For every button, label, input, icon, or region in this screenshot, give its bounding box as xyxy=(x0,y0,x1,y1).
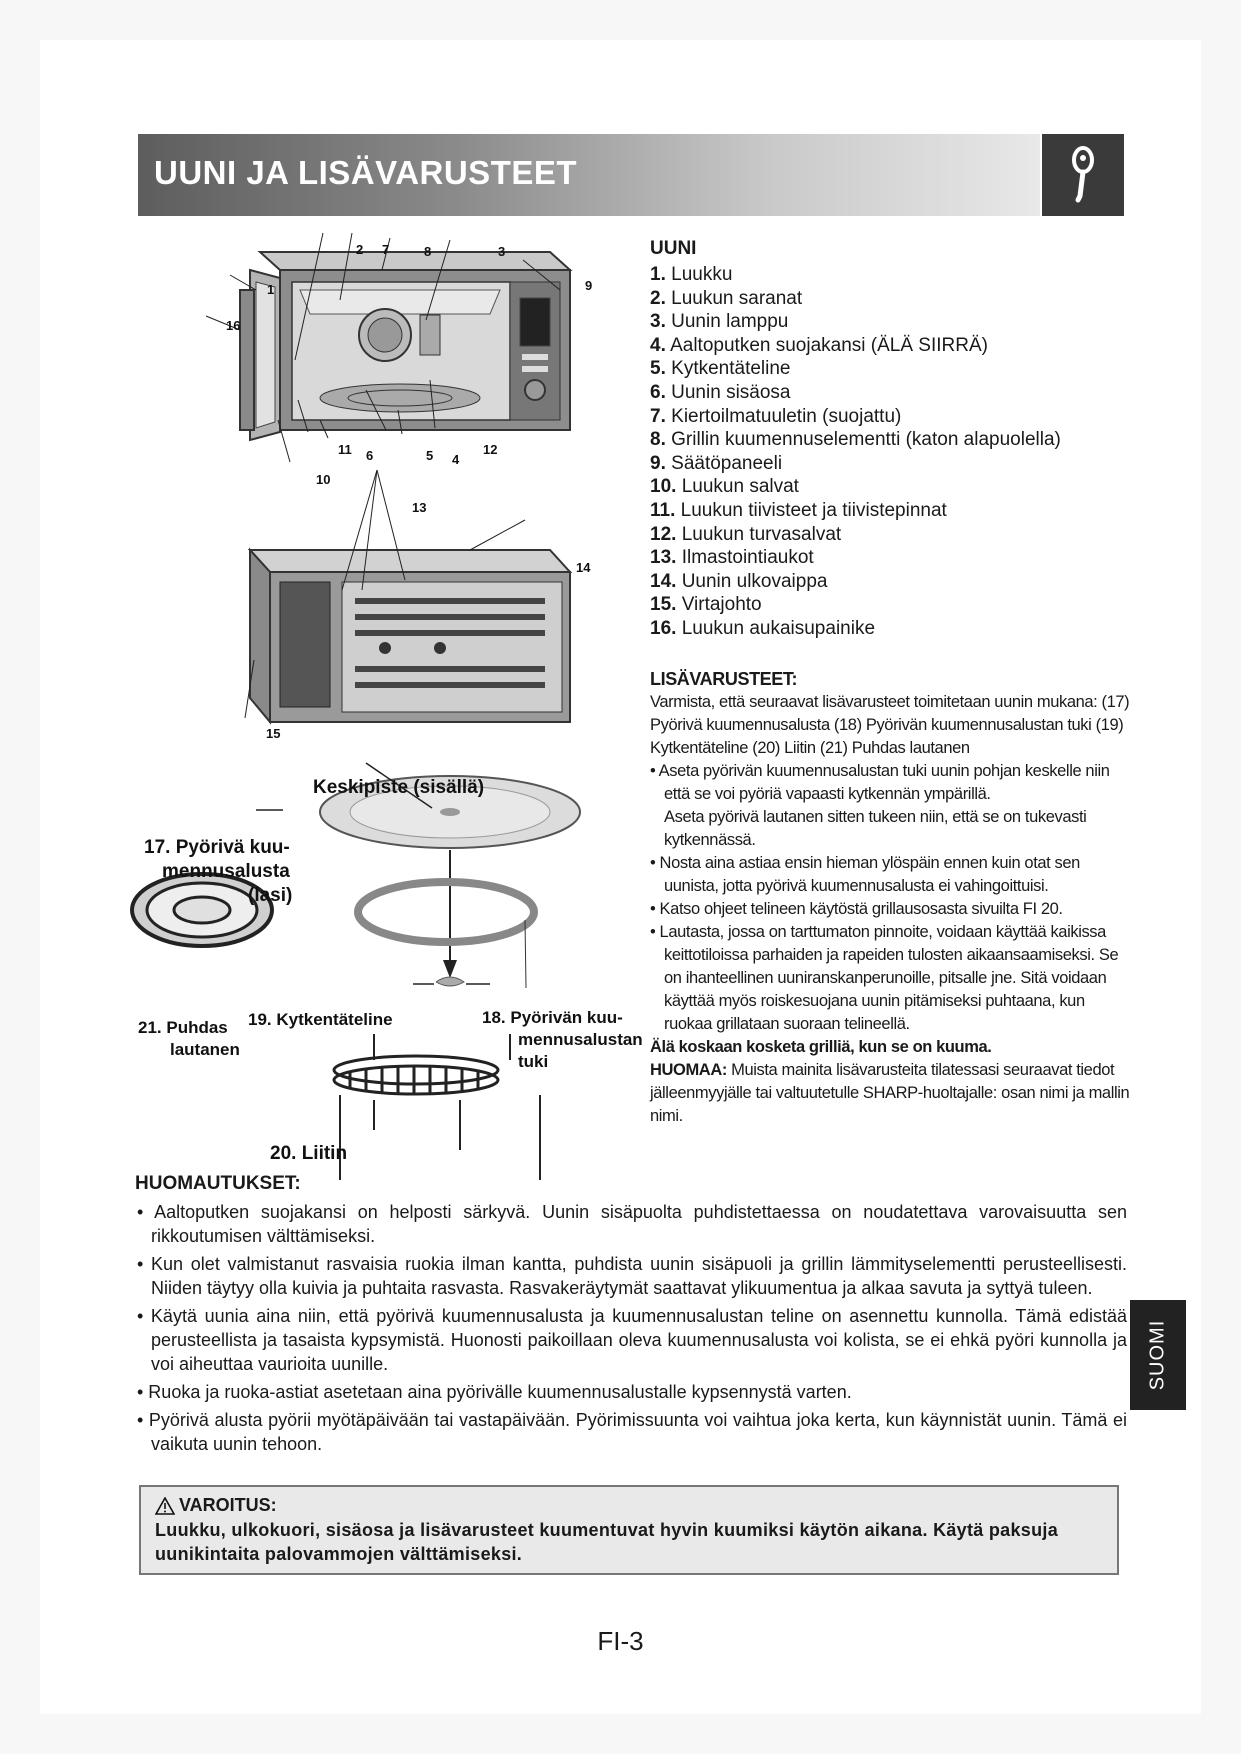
callout-label: 15 xyxy=(266,726,281,741)
callout-label: 8 xyxy=(424,244,432,259)
callout-label: 4 xyxy=(452,452,460,467)
notes-section xyxy=(135,1172,1127,1460)
list-item: 16. Luukun aukaisupainike xyxy=(650,617,876,639)
list-item: 14. Uunin ulkovaippa xyxy=(650,570,828,592)
list-item: 8. Grillin kuumennuselementti (katon alapuolella) xyxy=(650,429,1061,451)
warning-box xyxy=(139,1485,1119,1575)
note-item: • Ruoka ja ruoka-astiat asetetaan aina pyörivälle kuumennusalustalle kypsennystä varten. xyxy=(137,1382,852,1402)
oven-parts-section xyxy=(650,238,1130,641)
note-item: • Pyörivä alusta pyörii myötäpäivään tai vastapäivään. Pyörimissuunta voi vaihtua joka kerta, kun käynnistät uunin. Tämä ei vaikuta uunin tehoon. xyxy=(137,1410,1127,1454)
list-item: 11. Luukun tiivisteet ja tiivistepinnat xyxy=(650,499,947,521)
notes-title: HUOMAUTUKSET: xyxy=(135,1173,301,1194)
callout-label: 16 xyxy=(226,318,241,333)
note-item: • Aaltoputken suojakansi on helposti särkyvä. Uunin sisäpuolta puhdistettaessa on noudatettava varovaisuutta sen rikkoutumisen välttämiseksi. xyxy=(137,1202,1127,1246)
item-18-label: 18. Pyörivän kuu- xyxy=(482,1008,623,1027)
callout-label: 13 xyxy=(412,500,427,515)
oven-front-illustration xyxy=(240,252,570,440)
list-item: 6. Uunin sisäosa xyxy=(650,381,791,403)
callout-label: 11 xyxy=(338,442,352,457)
callout-label: 3 xyxy=(498,244,506,259)
list-item: 15. Virtajohto xyxy=(650,594,762,616)
list-item: 3. Uunin lamppu xyxy=(650,311,789,333)
callout-label: 1 xyxy=(267,282,275,297)
accessories-bullet: • Nosta aina astiaa ensin hieman ylöspäin ennen kuin otat sen uunista, jotta pyörivä kuumennusalusta ei vahingoittuisi. xyxy=(650,854,1080,895)
page-title: UUNI JA LISÄVARUSTEET xyxy=(154,154,578,191)
callout-label: 7 xyxy=(382,242,390,257)
accessories-bullet: • Aseta pyörivän kuumennusalustan tuki uunin pohjan keskelle niin että se voi pyöriä vapaasti kytkennän ympärillä. xyxy=(650,762,1110,803)
oven-back-illustration xyxy=(250,550,570,722)
item-18-label: mennusalustan xyxy=(518,1030,643,1049)
callout-label: 14 xyxy=(576,560,591,575)
warning-title: VAROITUS: xyxy=(179,1495,277,1515)
item-18-label: tuki xyxy=(518,1052,549,1071)
accessories-bullet: • Katso ohjeet telineen käytöstä grillausosasta sivuilta FI 20. xyxy=(650,900,1063,918)
item-20-label: 20. Liitin xyxy=(270,1143,348,1164)
item-19-label: 19. Kytkentäteline xyxy=(248,1010,393,1029)
list-item: 4. Aaltoputken suojakansi (ÄLÄ SIIRRÄ) xyxy=(650,334,988,356)
accessories-section xyxy=(650,668,1130,1128)
oven-diagram xyxy=(130,230,643,1190)
section-header xyxy=(138,134,1040,216)
note-item: • Kun olet valmistanut rasvaisia ruokia ilman kanttа, puhdista uunin sisäpuoli ja grillin lämmityselementti perusteellisesti. Niiden täytyy olla kuivia ja puhtaita rasvasta. Rasvakeräytymät saattavat ylikuumentua ja alkaa savuta ja syttyä tuleen. xyxy=(137,1254,1127,1298)
list-item: 10. Luukun salvat xyxy=(650,476,799,498)
oven-parts-list xyxy=(650,263,1130,641)
note-item: • Käytä uunia aina niin, että pyörivä kuumennusalusta ja kuumennusalustan teline on asennettu kunnolla. Tämä edistää perusteellista ja tasaista kypsymistä. Huonosti paikoillaan oleva kuumennusalusta voi kolista, se ei ehkä pyöri kunnolla ja voi aiheuttaa vaurioita uunille. xyxy=(137,1306,1127,1374)
language-tab-label: SUOMI xyxy=(1146,1319,1169,1391)
warning-heading xyxy=(155,1495,1103,1516)
accessories-note: HUOMAA: Muista mainita lisävarusteita tilatessasi seuraavat tiedot jälleenmyyjälle tai valtuutetulle SHARP-huoltajalle: osan nimi ja mallin nimi. xyxy=(650,1061,1130,1125)
list-item: 7. Kiertoilmatuuletin (suojattu) xyxy=(650,405,902,427)
grill-warning: Älä koskaan kosketa grilliä, kun se on kuuma. xyxy=(650,1038,992,1056)
list-item: 13. Ilmastointiaukot xyxy=(650,547,814,569)
item-17-label: mennusalusta xyxy=(162,861,290,882)
list-item: 9. Säätöpaneeli xyxy=(650,452,783,474)
page-number: FI-3 xyxy=(597,1626,644,1656)
accessories-bullet: • Lautasta, jossa on tarttumaton pinnoite, voidaan käyttää kaikissa keittotiloissa parhaiden ja rapeiden tulosten aikaansaamiseksi. Se on ihanteellinen uuniranskanperunoille, pitsalle jne. Sitä voidaan käyttää myös roiskesuojana uunin pitämiseksi puhtaana, kun ruokaa grillataan suoraan telineellä. xyxy=(650,923,1119,1033)
center-label: Keskipiste (sisällä) xyxy=(313,777,485,798)
item-17-label: (lasi) xyxy=(248,885,293,906)
callout-label: 10 xyxy=(316,472,331,487)
callout-label: 6 xyxy=(366,448,374,463)
item-17-label: 17. Pyörivä kuu- xyxy=(144,837,290,858)
accessories-title: LISÄVARUSTEET: xyxy=(650,669,798,689)
item-21-label: lautanen xyxy=(170,1040,240,1059)
list-item: 2. Luukun saranat xyxy=(650,287,803,309)
warning-text: Luukku, ulkokuori, sisäosa ja lisävarusteet kuumentuvat hyvin kuumiksi käytön aikana. Käytä paksuja uunikintaita palovammojen välttämiseksi. xyxy=(155,1520,1059,1564)
list-item: 5. Kytkentäteline xyxy=(650,358,791,380)
callout-label: 9 xyxy=(585,278,593,293)
key-info-icon xyxy=(1042,134,1124,216)
warning-triangle-icon xyxy=(155,1497,175,1515)
list-item: 12. Luukun turvasalvat xyxy=(650,523,842,545)
list-item: 1. Luukku xyxy=(650,264,733,285)
oven-parts-title: UUNI xyxy=(650,238,697,259)
callout-label: 2 xyxy=(356,242,364,257)
callout-label: 12 xyxy=(483,442,498,457)
accessories-intro: Varmista, että seuraavat lisävarusteet toimitetaan uunin mukana: (17) Pyörivä kuumennusalusta (18) Pyörivän kuumennusalustan tuki (19) Kytkentäteline (20) Liitin (21) Puhdas lautanen xyxy=(650,693,1130,757)
callout-label: 5 xyxy=(426,448,434,463)
item-21-label: 21. Puhdas xyxy=(138,1018,228,1037)
accessories-bullet: Aseta pyörivä lautanen sitten tukeen niin, että se on tukevasti kytkennässä. xyxy=(664,808,1087,849)
language-tab xyxy=(1130,1300,1186,1410)
